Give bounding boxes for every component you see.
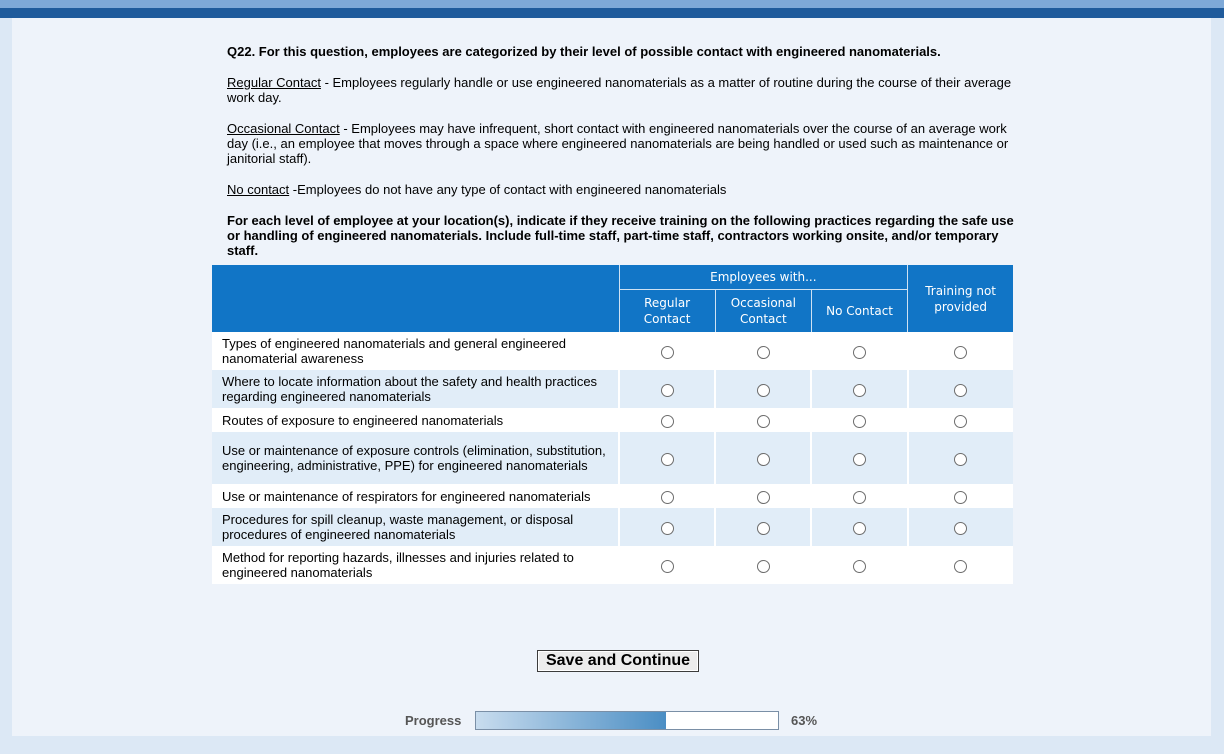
option-cell — [619, 546, 715, 584]
no-contact-header: No Contact — [811, 290, 907, 333]
radio-training-not-provided[interactable] — [954, 346, 967, 359]
radio-no-contact[interactable] — [853, 491, 866, 504]
radio-regular[interactable] — [661, 491, 674, 504]
option-cell — [619, 408, 715, 432]
progress-bar — [475, 711, 779, 730]
radio-no-contact[interactable] — [853, 560, 866, 573]
radio-regular[interactable] — [661, 560, 674, 573]
option-cell — [908, 484, 1013, 508]
option-cell — [811, 508, 907, 546]
progress-fill — [476, 712, 666, 729]
definition-term: Occasional Contact — [227, 121, 340, 136]
row-label-header — [212, 265, 619, 332]
option-cell — [811, 546, 907, 584]
radio-training-not-provided[interactable] — [954, 491, 967, 504]
definition-occasional — [227, 121, 1017, 166]
table-row — [212, 508, 1013, 546]
question-title: Q22. For this question, employees are categorized by their level of possible contact with engineered nanomaterials. — [227, 44, 941, 59]
radio-regular[interactable] — [661, 522, 674, 535]
definition-term: No contact — [227, 182, 290, 197]
definition-term: Regular Contact — [227, 75, 321, 90]
radio-no-contact[interactable] — [853, 415, 866, 428]
training-grid — [212, 265, 1013, 584]
question-content — [227, 44, 1017, 274]
radio-occasional[interactable] — [757, 491, 770, 504]
radio-occasional[interactable] — [757, 346, 770, 359]
definition-none — [227, 182, 1017, 197]
radio-regular[interactable] — [661, 384, 674, 397]
option-cell — [908, 546, 1013, 584]
radio-regular[interactable] — [661, 453, 674, 466]
radio-occasional[interactable] — [757, 453, 770, 466]
option-cell — [715, 370, 811, 408]
row-label: Where to locate information about the safety and health practices regarding engineered nanomaterials — [212, 370, 619, 408]
option-cell — [908, 432, 1013, 484]
option-cell — [908, 332, 1013, 370]
radio-training-not-provided[interactable] — [954, 453, 967, 466]
radio-no-contact[interactable] — [853, 522, 866, 535]
option-cell — [715, 508, 811, 546]
row-label: Use or maintenance of respirators for engineered nanomaterials — [212, 484, 619, 508]
option-cell — [619, 484, 715, 508]
option-cell — [908, 408, 1013, 432]
option-cell — [811, 332, 907, 370]
option-cell — [715, 432, 811, 484]
option-cell — [715, 546, 811, 584]
definition-text: - Employees may have infrequent, short contact with engineered nanomaterials over the course of an average work day (i.e., an employee that moves through a space where engineered nanomaterials are being handled or used such as maintenance or janitorial staff). — [227, 121, 1009, 166]
row-label: Types of engineered nanomaterials and general engineered nanomaterial awareness — [212, 332, 619, 370]
table-row — [212, 408, 1013, 432]
progress-percent: 63% — [791, 713, 818, 728]
radio-training-not-provided[interactable] — [954, 415, 967, 428]
radio-occasional[interactable] — [757, 415, 770, 428]
bottom-strip — [0, 736, 1224, 754]
definition-text: -Employees do not have any type of contact with engineered nanomaterials — [289, 182, 727, 197]
option-cell — [619, 370, 715, 408]
option-cell — [908, 370, 1013, 408]
radio-no-contact[interactable] — [853, 453, 866, 466]
table-row — [212, 370, 1013, 408]
radio-no-contact[interactable] — [853, 384, 866, 397]
option-cell — [811, 432, 907, 484]
option-cell — [715, 332, 811, 370]
option-cell — [908, 508, 1013, 546]
option-cell — [811, 370, 907, 408]
occasional-contact-header: Occasional Contact — [715, 290, 811, 333]
save-and-continue-button[interactable]: Save and Continue — [537, 650, 699, 672]
option-cell — [811, 484, 907, 508]
table-row — [212, 332, 1013, 370]
option-cell — [715, 408, 811, 432]
row-label: Use or maintenance of exposure controls (elimination, substitution, engineering, administrative, PPE) for engineered nanomaterials — [212, 432, 619, 484]
training-not-provided-header: Training not provided — [908, 265, 1013, 332]
definition-text: - Employees regularly handle or use engineered nanomaterials as a matter of routine during the course of their average work day. — [227, 75, 1012, 105]
radio-training-not-provided[interactable] — [954, 522, 967, 535]
radio-training-not-provided[interactable] — [954, 384, 967, 397]
table-row — [212, 546, 1013, 584]
option-cell — [619, 508, 715, 546]
progress-label: Progress — [405, 713, 462, 728]
option-cell — [715, 484, 811, 508]
employees-with-header: Employees with... — [619, 265, 908, 290]
top-bar-dark — [0, 8, 1224, 18]
row-label: Method for reporting hazards, illnesses and injuries related to engineered nanomaterials — [212, 546, 619, 584]
table-row — [212, 432, 1013, 484]
table-row — [212, 484, 1013, 508]
row-label: Procedures for spill cleanup, waste management, or disposal procedures of engineered nanomaterials — [212, 508, 619, 546]
radio-no-contact[interactable] — [853, 346, 866, 359]
option-cell — [619, 332, 715, 370]
regular-contact-header: Regular Contact — [619, 290, 715, 333]
row-label: Routes of exposure to engineered nanomaterials — [212, 408, 619, 432]
radio-regular[interactable] — [661, 415, 674, 428]
top-bar-light — [0, 0, 1224, 8]
radio-occasional[interactable] — [757, 384, 770, 397]
radio-occasional[interactable] — [757, 560, 770, 573]
radio-regular[interactable] — [661, 346, 674, 359]
option-cell — [811, 408, 907, 432]
option-cell — [619, 432, 715, 484]
definition-regular — [227, 75, 1017, 105]
radio-training-not-provided[interactable] — [954, 560, 967, 573]
question-instruction: For each level of employee at your location(s), indicate if they receive training on the following practices regarding the safe use or handling of engineered nanomaterials. Include full-time staff, part-time staff, contractors working onsite, and/or temporary staff. — [227, 213, 1014, 258]
radio-occasional[interactable] — [757, 522, 770, 535]
